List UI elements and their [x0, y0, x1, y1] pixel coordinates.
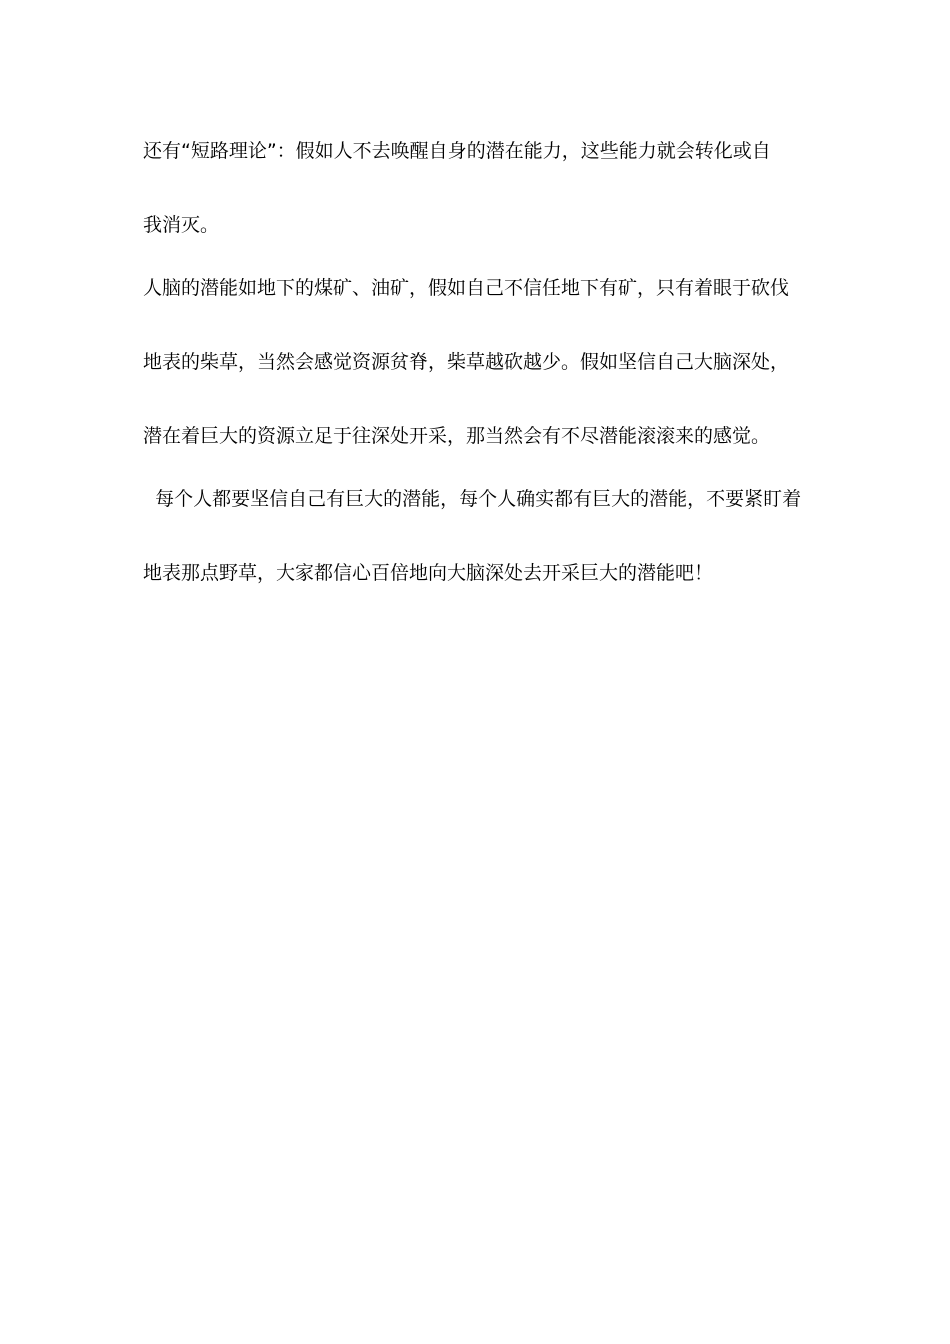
paragraph-3-line-2: 地表那点野草，大家都信心百倍地向大脑深处去开采巨大的潜能吧！ [143, 562, 714, 584]
paragraph-3-line-1: 每个人都要坚信自己有巨大的潜能，每个人确实都有巨大的潜能，不要紧盯着 [143, 488, 802, 510]
paragraph-2-line-2: 地表的柴草，当然会感觉资源贫脊，柴草越砍越少。假如坚信自己大脑深处， [143, 351, 790, 373]
paragraph-1-line-1: 还有“短路理论”：假如人不去唤醒自身的潜在能力，这些能力就会转化或自 [143, 140, 771, 162]
paragraph-1-line-2: 我消灭。 [143, 214, 220, 236]
paragraph-2-line-3: 潜在着巨大的资源立足于往深处开采，那当然会有不尽潜能滚滚来的感觉。 [143, 425, 771, 447]
paragraph-2-line-1: 人脑的潜能如地下的煤矿、油矿，假如自己不信任地下有矿，只有着眼于砍伐 [143, 277, 790, 299]
